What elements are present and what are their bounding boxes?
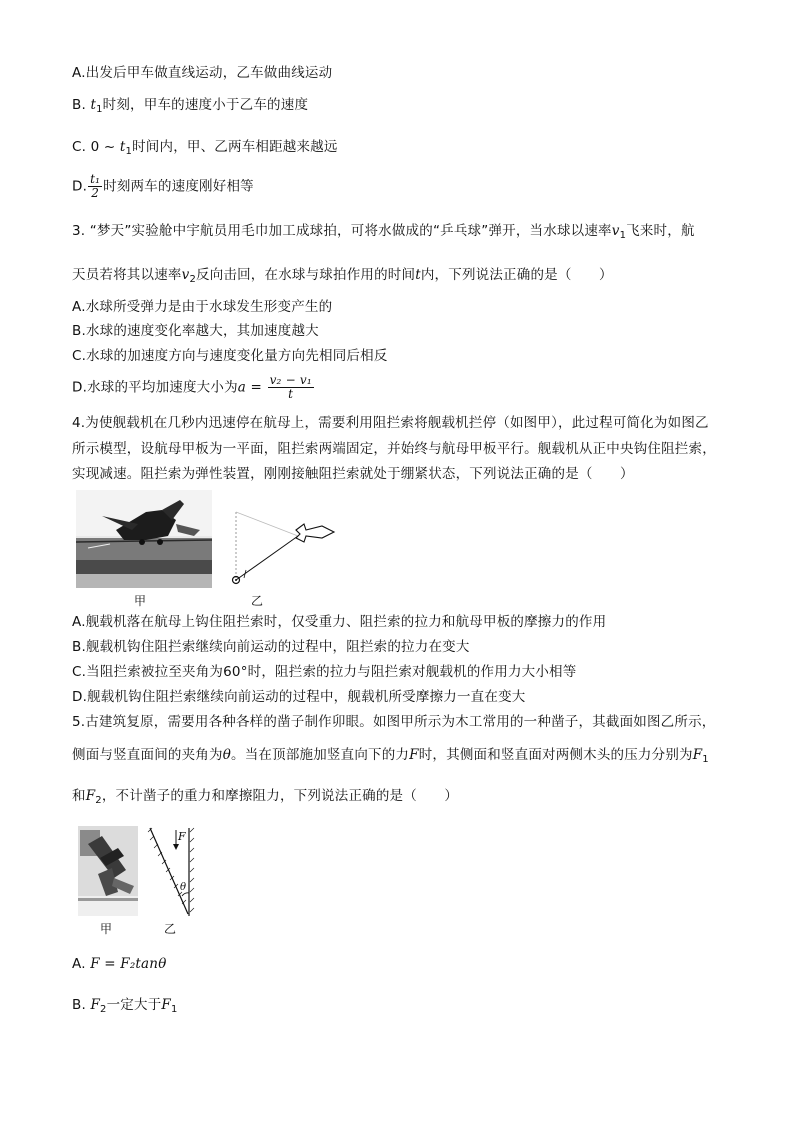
q5-stem-line2	[72, 746, 709, 769]
fraction-den: t	[288, 387, 294, 401]
math-var: t	[90, 97, 97, 113]
math-sub: 1	[96, 104, 103, 115]
math-sub: 1	[619, 230, 627, 241]
chisel-cross-section	[146, 826, 196, 918]
stem-text: 内，下列说法正确的是（ ）	[420, 267, 613, 283]
stem-text: 。当在顶部施加竖直向下的力	[231, 747, 410, 763]
math-var: F	[90, 997, 101, 1013]
stem-text: 和	[72, 788, 86, 804]
math-sub: 2	[100, 1004, 107, 1015]
math-sub: 1	[170, 1004, 178, 1015]
q3-option-c: C.水球的加速度方向与速度变化量方向先相同后相反	[72, 348, 388, 364]
math-var: θ	[222, 747, 232, 763]
option-prefix: C. 0 ~	[72, 139, 120, 155]
q2-option-d	[72, 173, 254, 200]
fraction-num: t₁	[90, 172, 101, 186]
q4-option-d: D.舰载机钩住阻拦索继续向前运动的过程中，舰载机所受摩擦力一直在变大	[72, 689, 526, 705]
stem-text: 飞来时，航	[626, 223, 695, 239]
math-var: F	[85, 788, 96, 804]
q2-option-b	[72, 96, 308, 119]
fraction	[88, 173, 102, 200]
option-prefix: B.	[72, 97, 91, 113]
q3-option-d	[72, 374, 315, 401]
fraction	[268, 374, 314, 401]
option-prefix: D.	[72, 178, 88, 195]
math-var: t	[119, 139, 126, 155]
q5-option-a	[72, 955, 167, 973]
stem-text: ，不计凿子的重力和摩擦阻力，下列说法正确的是（ ）	[101, 788, 459, 804]
math-sub: 1	[702, 754, 709, 765]
option-text: 时刻两车的速度刚好相等	[103, 178, 254, 195]
fig-label-jia: 甲	[100, 922, 113, 936]
fig-label-jia: 甲	[134, 594, 147, 608]
math-sub: 2	[189, 274, 196, 285]
q2-option-a: A.出发后甲车做直线运动，乙车做曲线运动	[72, 65, 333, 81]
q3-option-a: A.水球所受弹力是由于水球发生形变产生的	[72, 299, 333, 315]
fraction-num: v₂ − v₁	[269, 373, 312, 387]
q4-stem-line1: 4.为使舰载机在几秒内迅速停在航母上，需要利用阻拦索将舰载机拦停（如图甲），此过程可简化为如图乙	[72, 415, 709, 431]
fraction-den: 2	[91, 186, 100, 200]
stem-text: 时，其侧面和竖直面对两侧木头的压力分别为	[418, 747, 693, 763]
option-text: 一定大于	[106, 997, 162, 1013]
option-prefix: B.	[72, 997, 91, 1013]
fig-label-yi: 乙	[164, 922, 177, 936]
q3-stem-line2	[72, 266, 613, 289]
q4-option-a: A.舰载机落在航母上钩住阻拦索时，仅受重力、阻拦索的拉力和航母甲板的摩擦力的作用	[72, 614, 607, 630]
fig-label-yi: 乙	[251, 594, 264, 608]
q4-option-b: B.舰载机钩住阻拦索继续向前运动的过程中，阻拦索的拉力在变大	[72, 639, 470, 655]
math-var: v	[181, 267, 190, 283]
q5-option-b	[72, 996, 178, 1019]
stem-text: 反向击回，在水球与球拍作用的时间	[196, 267, 416, 283]
q3-option-b: B.水球的速度变化率越大，其加速度越大	[72, 323, 319, 339]
q3-stem-line1	[72, 222, 695, 245]
option-text: 时刻，甲车的速度小于乙车的速度	[102, 97, 309, 113]
force-F-label: F	[178, 830, 186, 843]
option-text: D.水球的平均加速度大小为	[72, 379, 238, 396]
option-text: 时间内，甲、乙两车相距越来越远	[132, 139, 338, 155]
q5-stem-line1: 5.古建筑复原，需要用各种各样的凿子制作卯眼。如图甲所示为木工常用的一种凿子，其截面如图乙所示，	[72, 714, 716, 730]
q5-stem-line3	[72, 787, 458, 810]
math-var: F	[161, 997, 171, 1013]
stem-text: 侧面与竖直面间的夹角为	[72, 747, 223, 763]
arresting-cable-diagram	[226, 508, 338, 588]
carrier-landing-photo	[76, 490, 212, 588]
stem-text: 天员若将其以速率	[72, 267, 182, 283]
math-var: v	[611, 223, 620, 239]
math-var: F	[692, 747, 703, 763]
q4-stem-line3: 实现减速。阻拦索为弹性装置，刚刚接触阻拦索就处于绷紧状态，下列说法正确的是（ ）	[72, 466, 634, 482]
math-var: t	[415, 267, 421, 283]
math-var: F	[409, 747, 419, 763]
math-expr: a =	[237, 379, 263, 396]
q4-option-c: C.当阻拦索被拉至夹角为60°时，阻拦索的拉力与阻拦索对舰载机的作用力大小相等	[72, 664, 577, 680]
stem-text: 3. “梦天”实验舱中宇航员用毛巾加工成球拍，可将水做成的“乒乓球”弹开，当水球以速率	[72, 223, 612, 239]
math-sub: 2	[95, 795, 102, 806]
option-prefix: A.	[72, 956, 91, 972]
angle-theta-label: θ	[180, 882, 187, 893]
math-sub: 1	[125, 146, 133, 157]
q4-stem-line2: 所示模型，设航母甲板为一平面，阻拦索两端固定，并始终与航母甲板平行。舰载机从正中央钩住阻拦索，	[72, 441, 716, 457]
q2-option-c	[72, 138, 338, 161]
math-expr: F = F₂tanθ	[90, 956, 167, 972]
chisel-photo	[78, 826, 138, 916]
